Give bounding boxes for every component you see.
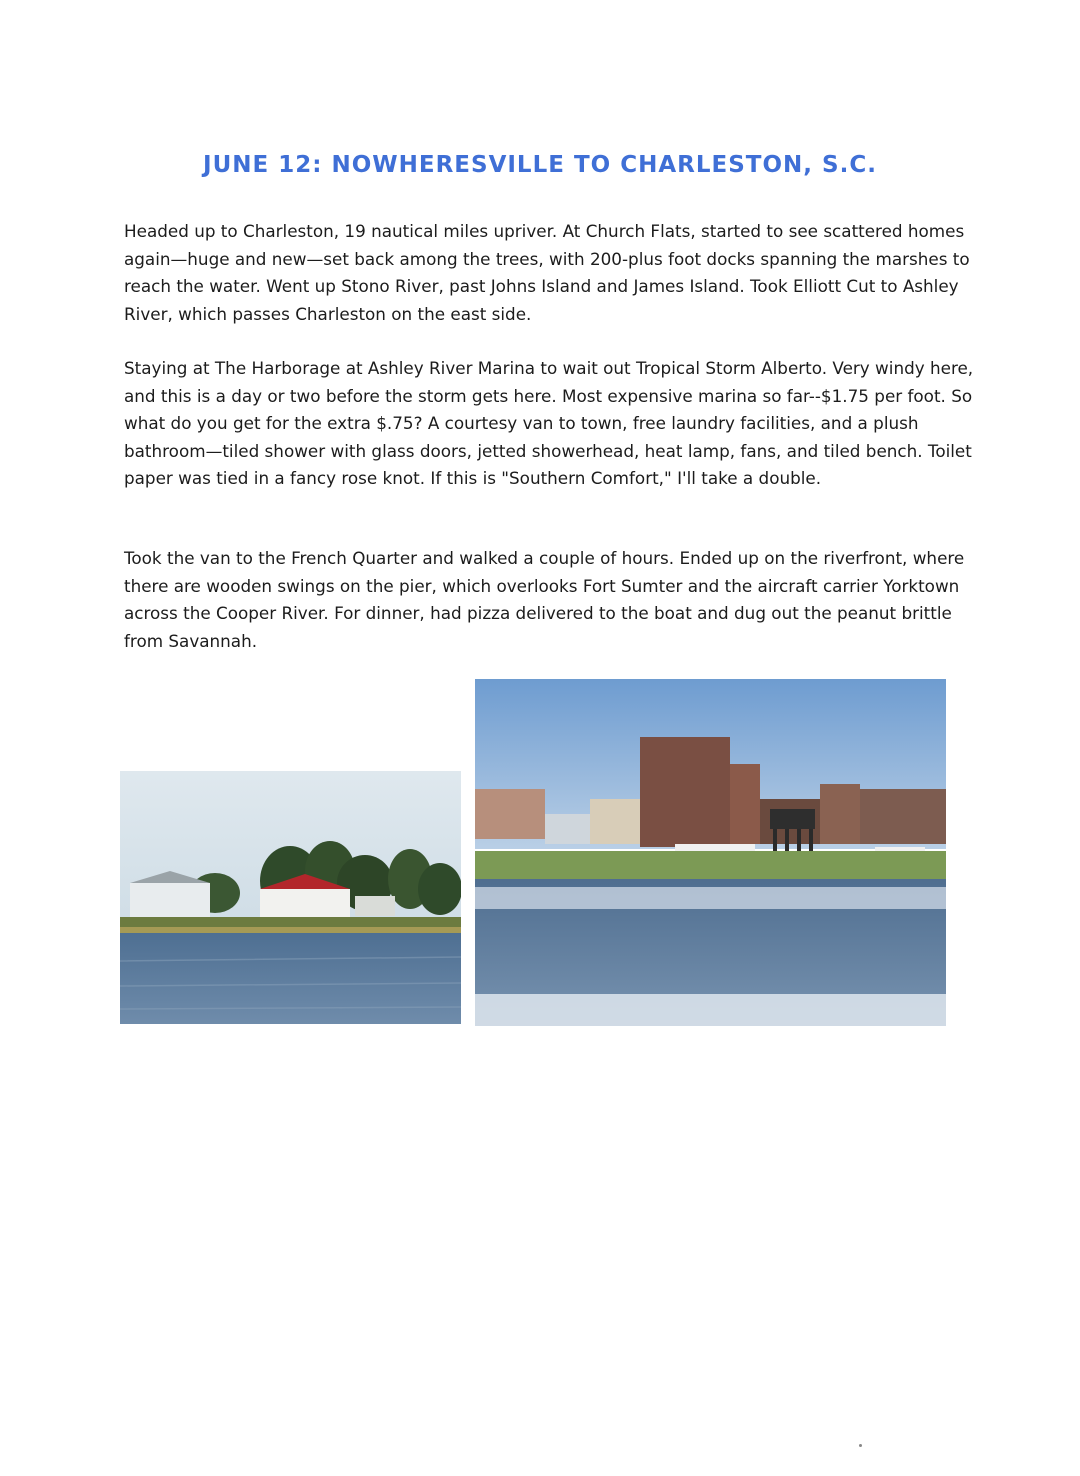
paragraph-harborage-marina: Staying at The Harborage at Ashley River Marina to wait out Tropical Storm Alberto. Very windy here, and this is a day or two before the storm gets here. Most expensive marina so far--$1.75 per foot. So what do you get for the extra $.75? A courtesy van to town, free laundry facilities, and a plush bathroom—tiled shower with glass doors, jetted showerhead, heat lamp, fans, and tiled bench. Toilet paper was tied in a fancy rose knot. If this is "Southern Comfort," I'll take a double. [124,358,974,488]
photo-waterfront-homes [120,771,461,1024]
page-title: JUNE 12: NOWHERESVILLE TO CHARLESTON, S.C. [203,152,877,178]
photo-charleston-skyline [475,679,946,1026]
paragraph-french-quarter: Took the van to the French Quarter and walked a couple of hours. Ended up on the riverfront, where there are wooden swings on the pier, which overlooks Fort Sumter and the aircraft carrier Yorktown across the Cooper River. For dinner, had pizza delivered to the boat and dug out the peanut brittle from Savannah. [124,548,965,651]
scan-speck [859,1444,862,1447]
paragraph-charleston-trip: Headed up to Charleston, 19 nautical miles upriver. At Church Flats, started to see scattered homes again—huge and new—set back among the trees, with 200-plus foot docks spanning the marshes to reach the water. Went up Stono River, past Johns Island and James Island. Took Elliott Cut to Ashley River, which passes Charleston on the east side. [124,221,970,324]
